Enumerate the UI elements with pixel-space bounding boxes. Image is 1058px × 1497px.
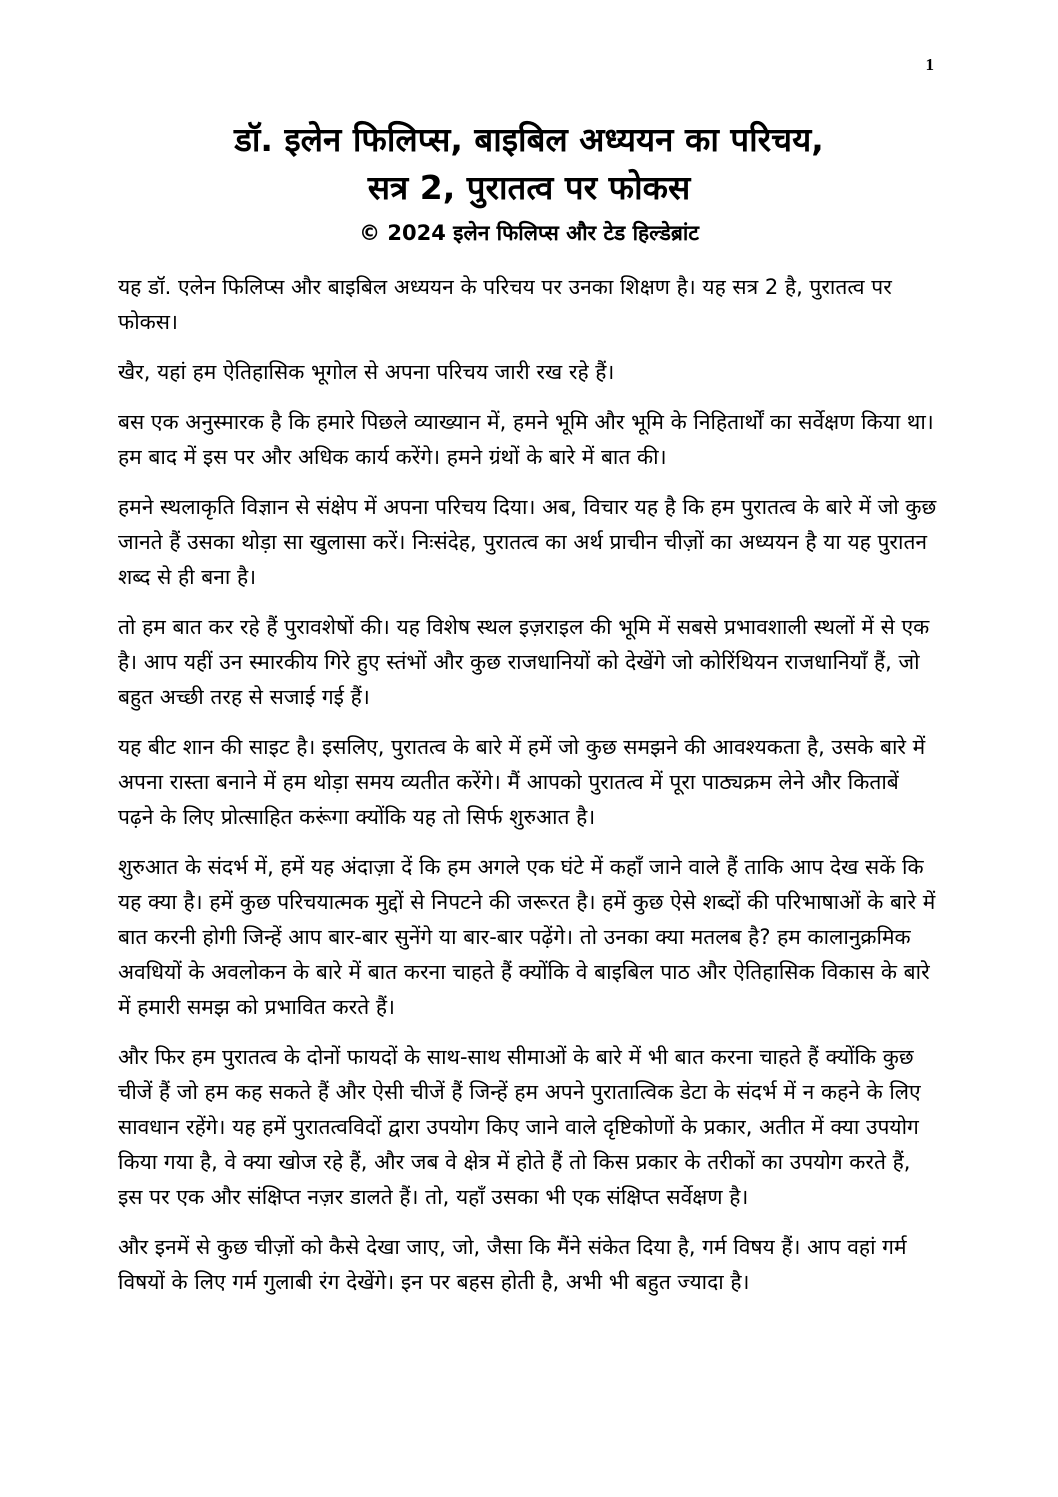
copyright-line: © 2024 इलेन फिलिप्स और टेड हिल्डेब्रांट — [359, 221, 699, 245]
paragraph: और इनमें से कुछ चीज़ों को कैसे देखा जाए, जो, जैसा कि मैंने संकेत दिया है, गर्म विषय हैं। आप वहां गर्म विषयों के लिए गर्म गुलाबी रंग देखेंगे। इन पर बहस होती है, अभी भी बहुत ज्यादा है। — [118, 1235, 907, 1294]
paragraph: हमने स्थलाकृति विज्ञान से संक्षेप में अपना परिचय दिया। अब, विचार यह है कि हम पुरातत्व के बारे में जो कुछ जानते हैं उसका थोड़ा सा खुलासा करें। निःसंदेह, पुरातत्व का अर्थ प्राचीन चीज़ों का अध्ययन है या यह पुरातन शब्द से ही बना है। — [118, 495, 937, 589]
paragraph: और फिर हम पुरातत्व के दोनों फायदों के साथ-साथ सीमाओं के बारे में भी बात करना चाहते हैं क्योंकि कुछ चीजें हैं जो हम कह सकते हैं और ऐसी चीजें हैं जिन्हें हम अपने पुरातात्विक डेटा के संदर्भ में न कहने के लिए सावधान रहेंगे। यह हमें पुरातत्वविदों द्वारा उपयोग किए जाने वाले दृष्टिकोणों के प्रकार, अतीत में क्या उपयोग किया गया है, वे क्या खोज रहे हैं, और जब वे क्षेत्र में होते हैं तो किस प्रकार के तरीकों का उपयोग करते हैं, इस पर एक और संक्षिप्त नज़र डालते हैं। तो, यहाँ उसका भी एक संक्षिप्त सर्वेक्षण है। — [118, 1045, 921, 1209]
document-content — [118, 116, 940, 1315]
paragraph: शुरुआत के संदर्भ में, हमें यह अंदाज़ा दें कि हम अगले एक घंटे में कहाँ जाने वाले हैं ताकि आप देख सकें कि यह क्या है। हमें कुछ परिचयात्मक मुद्दों से निपटने की जरूरत है। हमें कुछ ऐसे शब्दों की परिभाषाओं के बारे में बात करनी होगी जिन्हें आप बार-बार सुनेंगे या बार-बार पढ़ेंगे। तो उनका क्या मतलब है? हम कालानुक्रमिक अवधियों के अवलोकन के बारे में बात करना चाहते हैं क्योंकि वे बाइबिल पाठ और ऐतिहासिक विकास के बारे में हमारी समझ को प्रभावित करते हैं। — [118, 855, 936, 1019]
paragraph: यह बीट शान की साइट है। इसलिए, पुरातत्व के बारे में हमें जो कुछ समझने की आवश्यकता है, उसके बारे में अपना रास्ता बनाने में हम थोड़ा समय व्यतीत करेंगे। मैं आपको पुरातत्व में पूरा पाठ्यक्रम लेने और किताबें पढ़ने के लिए प्रोत्साहित करूंगा क्योंकि यह तो सिर्फ शुरुआत है। — [118, 735, 926, 829]
page-number: 1 — [925, 55, 934, 74]
paragraph: खैर, यहां हम ऐतिहासिक भूगोल से अपना परिचय जारी रख रहे हैं। — [118, 360, 615, 384]
title-line-1: डॉ. इलेन फिलिप्स, बाइबिल अध्ययन का परिचय, — [234, 120, 824, 159]
document-title — [118, 116, 940, 212]
paragraph: तो हम बात कर रहे हैं पुरावशेषों की। यह विशेष स्थल इज़राइल की भूमि में सबसे प्रभावशाली स्थलों में से एक है। आप यहीं उन स्मारकीय गिरे हुए स्तंभों और कुछ राजधानियों को देखेंगे जो कोरिंथियन राजधानियाँ हैं, जो बहुत अच्छी तरह से सजाई गई हैं। — [118, 615, 930, 709]
paragraph: बस एक अनुस्मारक है कि हमारे पिछले व्याख्यान में, हमने भूमि और भूमि के निहितार्थों का सर्वेक्षण किया था। हम बाद में इस पर और अधिक कार्य करेंगे। हमने ग्रंथों के बारे में बात की। — [118, 410, 934, 469]
paragraph: यह डॉ. एलेन फिलिप्स और बाइबिल अध्ययन के परिचय पर उनका शिक्षण है। यह सत्र 2 है, पुरातत्व पर फोकस। — [118, 275, 892, 334]
title-line-2: सत्र 2, पुरातत्व पर फोकस — [367, 168, 691, 207]
document-body — [118, 270, 940, 1300]
